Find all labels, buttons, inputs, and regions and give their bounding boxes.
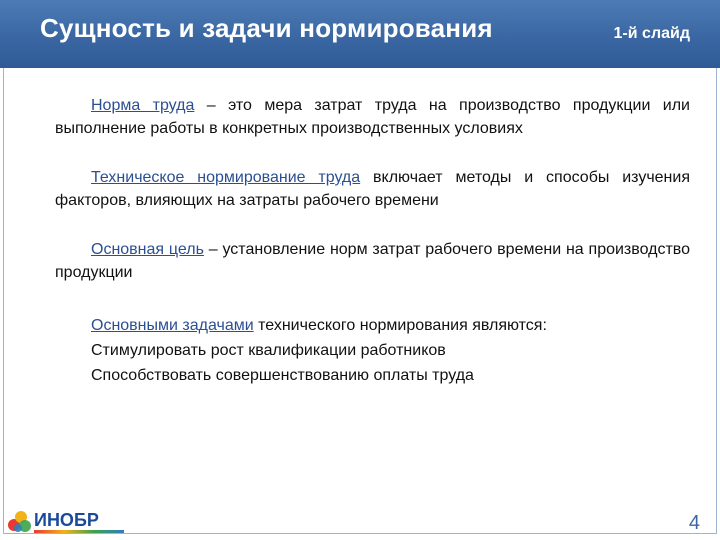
logo-text: ИНОБР <box>34 510 99 530</box>
term-labor-norm[interactable]: Норма труда <box>91 97 195 114</box>
paragraph-text: – это мера затрат труда на производство продукции или выполнение работы в конкретных производственных условиях <box>55 97 690 137</box>
task-item: Стимулировать рост квалификации работников <box>91 342 446 359</box>
logo-underline <box>34 530 124 533</box>
slide-header <box>0 0 720 68</box>
term-main-tasks[interactable]: Основными задачами <box>91 317 254 334</box>
slide-label: 1-й слайд <box>613 25 690 42</box>
inobr-logo <box>6 508 146 536</box>
logo-mark-icon <box>6 508 32 534</box>
paragraph-text: включает методы и способы изучения факторов, влияющих на затраты рабочего времени <box>55 169 690 209</box>
paragraph-labor-norm <box>55 94 690 140</box>
term-technical-norming[interactable]: Техническое нормирование труда <box>91 169 361 186</box>
page-number: 4 <box>688 512 700 534</box>
tasks-heading-text: технического нормирования являются: <box>253 317 547 334</box>
slide-content <box>55 94 690 389</box>
term-main-goal[interactable]: Основная цель <box>91 241 204 258</box>
task-item: Способствовать совершенствованию оплаты труда <box>91 367 474 384</box>
paragraph-text: – установление норм затрат рабочего времени на производство продукции <box>55 241 691 281</box>
paragraph-main-goal <box>55 238 690 284</box>
paragraph-technical-norming <box>55 166 690 212</box>
tasks-heading <box>91 314 690 337</box>
slide-title: Сущность и задачи нормирования <box>40 13 493 43</box>
